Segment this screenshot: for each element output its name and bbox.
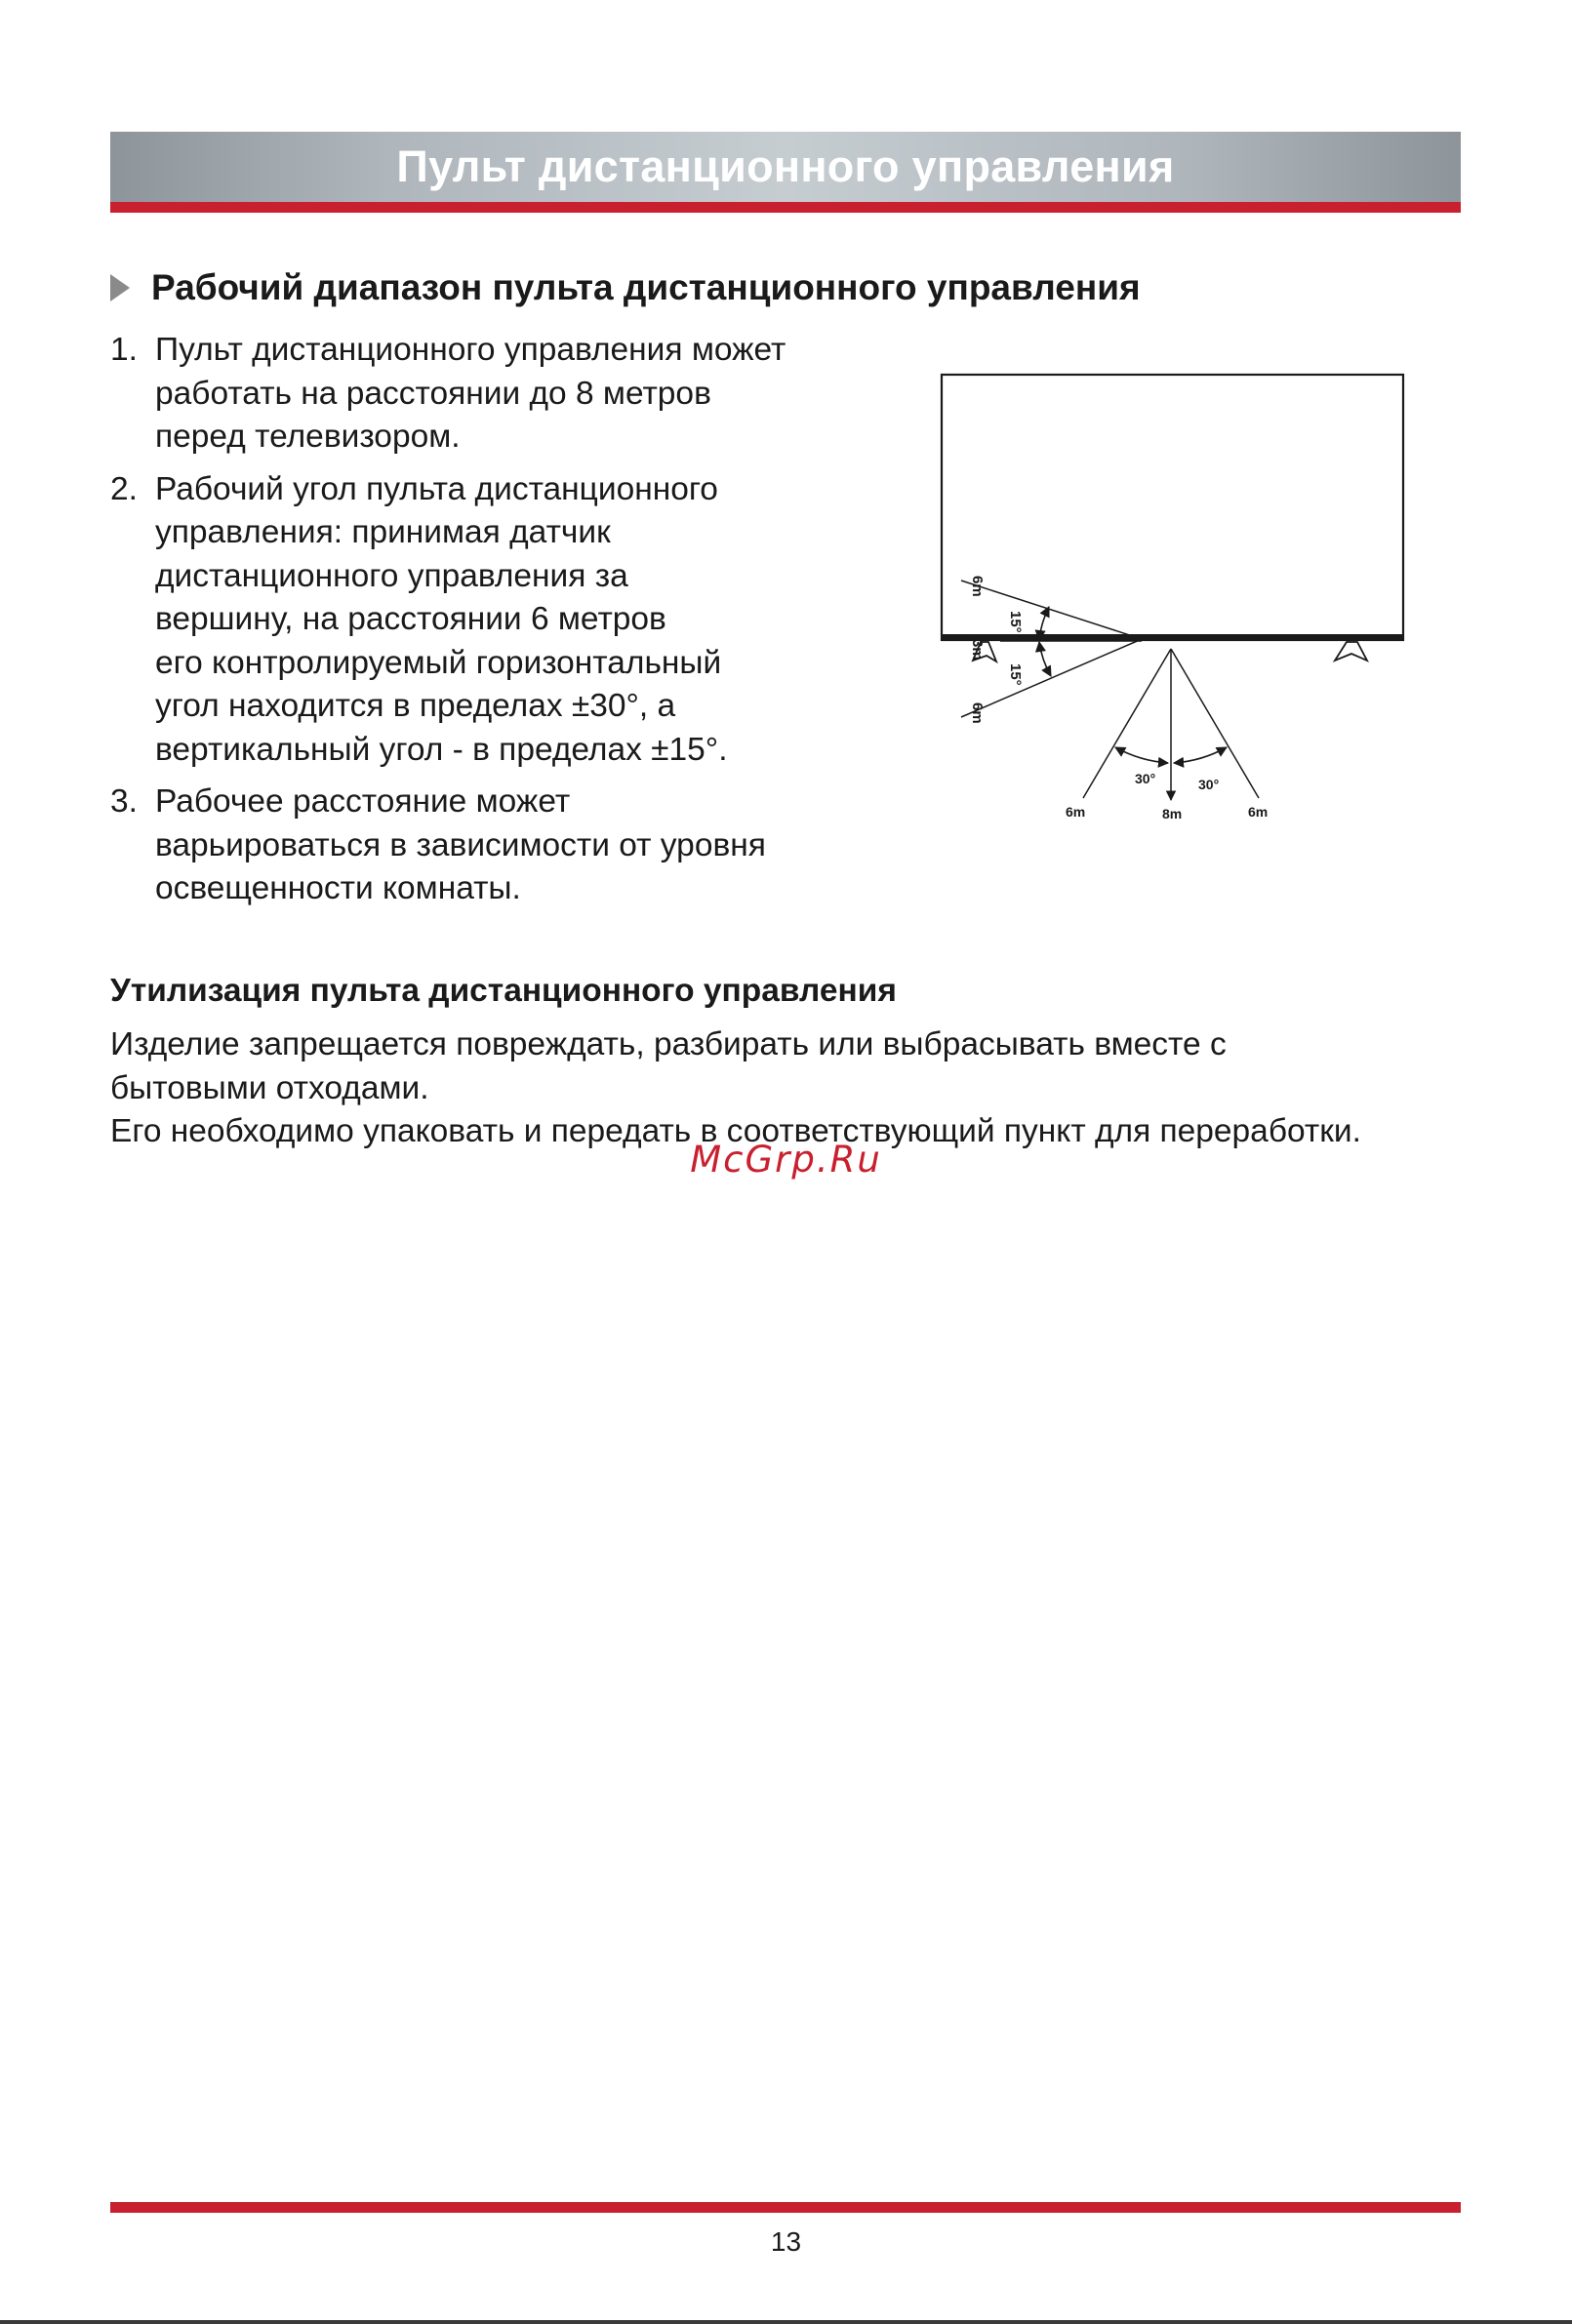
side-mid-distance-label: 3m <box>969 639 986 661</box>
vertical-angle-down-label: 15° <box>1007 663 1024 686</box>
horizontal-angle-arc-right <box>1174 747 1227 763</box>
list-item-line: работать на расстоянии до 8 метров <box>155 375 711 412</box>
tv-screen <box>942 375 1403 640</box>
page-title-bar <box>110 132 1461 202</box>
triangle-bullet-icon <box>110 274 130 301</box>
front-center-distance-label: 8m <box>1162 806 1183 821</box>
disposal-line: бытовыми отходами. <box>110 1069 429 1106</box>
list-item-line: варьироваться в зависимости от уровня <box>155 826 766 863</box>
remote-range-diagram <box>932 366 1415 834</box>
horizontal-angle-arc-left <box>1115 747 1168 763</box>
list-item-line: дистанционного управления за <box>155 557 628 594</box>
list-item-number: 1. <box>110 332 138 368</box>
list-item-line: Пульт дистанционного управления может <box>155 332 786 368</box>
list-item-line: Рабочее расстояние может <box>155 783 571 820</box>
list-item <box>110 468 852 773</box>
tv-stand-right <box>1335 642 1367 661</box>
bottom-edge <box>0 2320 1572 2324</box>
disposal-heading: Утилизация пульта дистанционного управления <box>110 973 897 1009</box>
list-item-number: 3. <box>110 783 138 820</box>
title-underline <box>110 202 1461 213</box>
disposal-paragraph <box>110 1023 1496 1154</box>
list-item-line: его контролируемый горизонтальный <box>155 644 722 681</box>
list-item-line: угол находится в пределах ±30°, а <box>155 688 676 724</box>
section-heading <box>110 263 1141 312</box>
front-left-distance-label: 6m <box>1066 804 1086 820</box>
page-number: 13 <box>770 2226 802 2257</box>
page-title: Пульт дистанционного управления <box>396 141 1175 191</box>
list-item-line: вертикальный угол - в пределах ±15°. <box>155 731 728 768</box>
watermark: McGrp.Ru <box>690 1139 882 1181</box>
side-top-distance-label: 6m <box>969 576 986 597</box>
tv-bottom-bezel <box>942 634 1403 641</box>
disposal-line: Его необходимо упаковать и передать в соответствующий пункт для переработки. <box>110 1113 1361 1149</box>
vertical-angle-arc-down <box>1039 642 1051 676</box>
section-heading-text: Рабочий диапазон пульта дистанционного управления <box>151 267 1141 307</box>
footer-rule <box>110 2202 1461 2213</box>
list-item-line: освещенности комнаты. <box>155 870 521 906</box>
vertical-angle-up-label: 15° <box>1007 611 1024 633</box>
list-item <box>110 329 852 460</box>
horizontal-range-line-left <box>1083 649 1171 798</box>
list-item-line: Рабочий угол пульта дистанционного <box>155 470 718 507</box>
list-item-line: перед телевизором. <box>155 419 461 455</box>
side-bottom-distance-label: 6m <box>969 702 986 724</box>
list-item-line: управления: принимая датчик <box>155 514 611 550</box>
list-item-line: вершину, на расстоянии 6 метров <box>155 601 666 637</box>
disposal-line: Изделие запрещается повреждать, разбирать или выбрасывать вместе с <box>110 1026 1227 1062</box>
list-item <box>110 781 852 911</box>
horizontal-angle-right-label: 30° <box>1198 777 1220 792</box>
list-item-number: 2. <box>110 470 138 507</box>
instruction-list <box>110 329 852 920</box>
front-right-distance-label: 6m <box>1248 804 1269 820</box>
horizontal-angle-left-label: 30° <box>1135 771 1156 786</box>
